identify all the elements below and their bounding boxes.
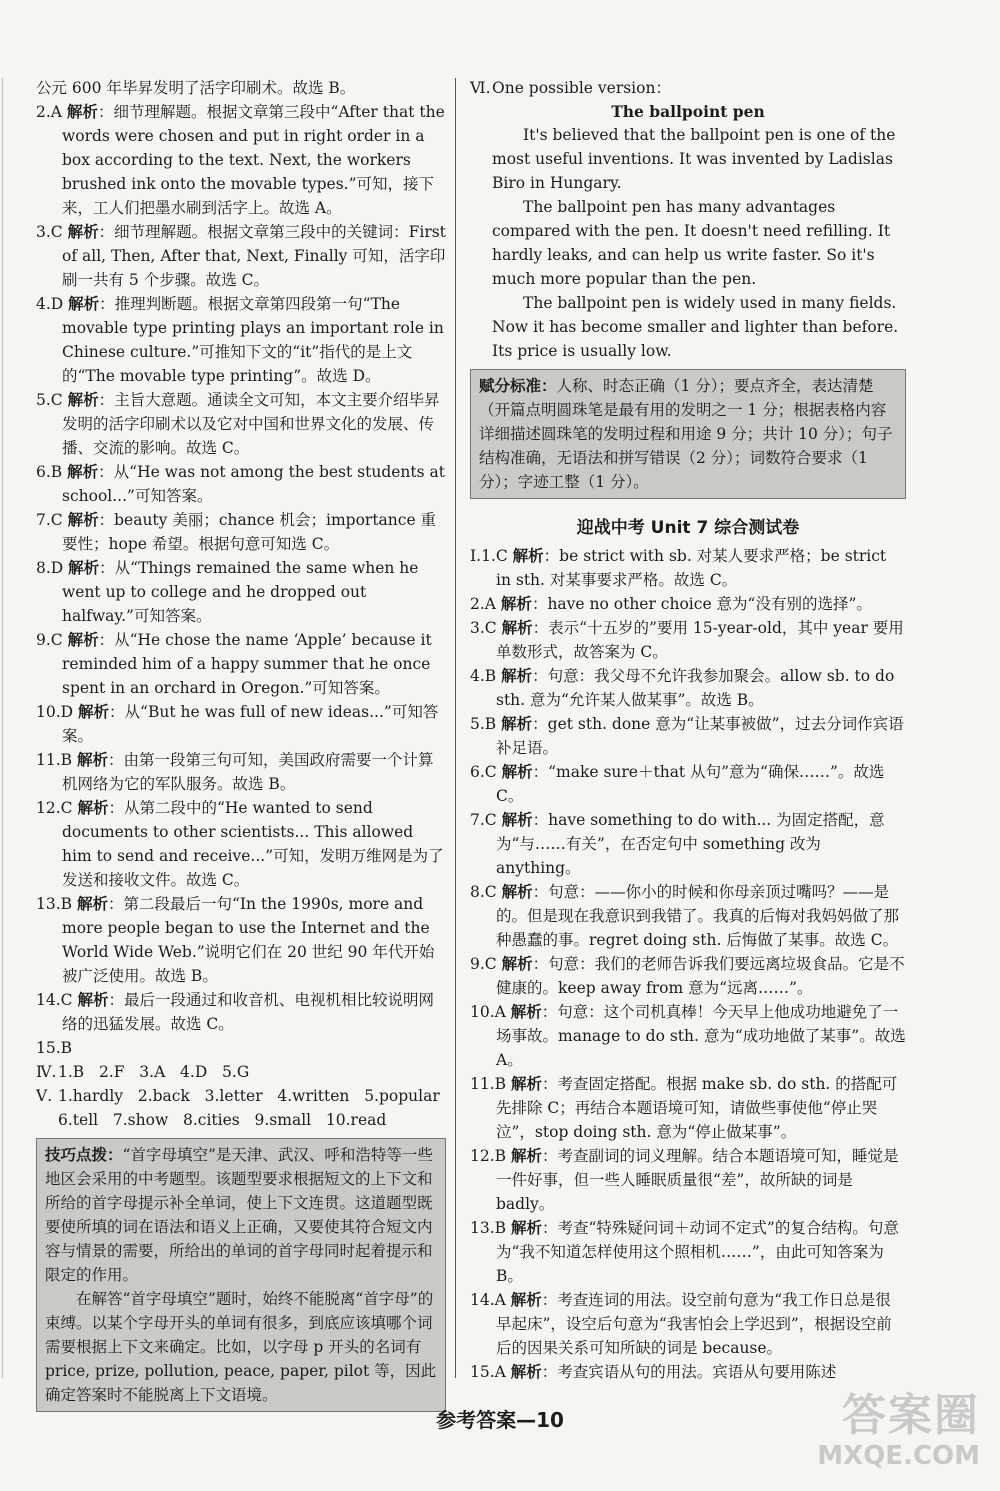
essay-title: The ballpoint pen bbox=[611, 102, 765, 121]
analysis-text: ：从“But he was full of new ideas...”可知答案。 bbox=[62, 703, 439, 745]
analysis-text: ：第二段最后一句“In the 1990s, more and more people began to use the Internet and the World Wide Web.”说明它们在 20 世纪 90 年代开始被广泛使用。故选 B。 bbox=[62, 895, 435, 985]
analysis-label: 解析 bbox=[78, 702, 110, 721]
analysis-label: 解析 bbox=[501, 762, 533, 781]
analysis-text: ：细节理解题。根据文章第三段中“After that the words were chosen and put in right order in a box according to the text. Next, the workers brushed ink onto the movable types.”可知，接下来，工人们把墨水刷到活字上。故选 A。 bbox=[62, 103, 445, 217]
scoring-box bbox=[470, 369, 906, 499]
analysis-label: 解析 bbox=[67, 462, 99, 481]
analysis-label: 解析 bbox=[66, 102, 98, 121]
analysis-label: 解析 bbox=[501, 810, 533, 829]
analysis-label: 解析 bbox=[510, 1146, 542, 1165]
tip-label: 技巧点拨： bbox=[45, 1145, 123, 1164]
answer-number: 13.B bbox=[470, 1219, 507, 1237]
analysis-label: 解析 bbox=[510, 1362, 542, 1381]
analysis-text: ：句意：我们的老师告诉我们要远离垃圾食品。它是不健康的。keep away from 意为“远离……”。 bbox=[496, 955, 905, 997]
answer-number: 2.A bbox=[36, 103, 62, 121]
essay-paragraph: The ballpoint pen is widely used in many fields. Now it has become smaller and lighter than before. Its price is usually low. bbox=[492, 294, 899, 360]
page-footer: 参考答案—10 bbox=[436, 1408, 564, 1432]
analysis-label: 解析 bbox=[68, 558, 100, 577]
answer-item bbox=[36, 796, 446, 892]
analysis-text: ：考查“特殊疑问词＋动词不定式”的复合结构。句意为“我不知道怎样使用这个照相机……”，由此可知答案为 B。 bbox=[496, 1219, 899, 1285]
answer-item bbox=[470, 616, 906, 664]
answer-item bbox=[470, 952, 906, 1000]
answer-item bbox=[36, 748, 446, 796]
analysis-text: ：have no other choice 意为“没有别的选择”。 bbox=[531, 595, 872, 613]
answer-number: 6.B bbox=[36, 463, 63, 481]
essay-paragraph: The ballpoint pen has many advantages compared with the pen. It doesn't need refilling. It hardly leaks, and can help us write faster. So it's much more popular than the pen. bbox=[492, 198, 891, 288]
analysis-text: ：be strict with sb. 对某人要求严格；be strict in sth. 对某事要求严格。故选 C。 bbox=[496, 547, 887, 589]
analysis-label: 解析 bbox=[67, 390, 99, 409]
tip-paragraph-2: 在解答“首字母填空”题时，始终不能脱离“首字母”的束缚。以某个字母开头的单词有很多，到底应该填哪个词需要根据上下文来确定。比如，以字母 p 开头的名词有 price, prize, pollution, peace, paper, pilot 等，因此确定答案时不能脱离上下文语境。 bbox=[45, 1290, 437, 1404]
lead-line: 公元 600 年毕昇发明了活字印刷术。故选 B。 bbox=[36, 79, 356, 97]
answer-number: 8.D bbox=[36, 559, 64, 577]
answer-number: 1.C bbox=[481, 547, 508, 565]
answer-item bbox=[36, 388, 446, 460]
answer-item bbox=[470, 1288, 906, 1360]
answer-number: 4.D bbox=[36, 295, 64, 313]
section-4-answers: Ⅳ. 1.B 2.F 3.A 4.D 5.G bbox=[36, 1063, 250, 1081]
answer-number: 15.A bbox=[470, 1363, 506, 1381]
answer-item bbox=[36, 892, 446, 988]
analysis-text: ：从“He was not among the best students at school...”可知答案。 bbox=[62, 463, 445, 505]
answer-number: 2.A bbox=[470, 595, 496, 613]
analysis-text: ：句意：——你小的时候和你母亲顶过嘴吗？——是的。但是现在我意识到我错了。我真的后悔对我妈妈做了那种愚蠢的事。regret doing sth. 后悔做了某事。故选 C。 bbox=[496, 883, 900, 949]
answer-item bbox=[36, 1036, 446, 1060]
watermark-logo: 答案圈 MXQE.COM bbox=[817, 1390, 980, 1471]
right-column bbox=[470, 76, 906, 1384]
analysis-label: 解析 bbox=[501, 882, 533, 901]
essay-paragraph: It's believed that the ballpoint pen is one of the most useful inventions. It was invented by Ladislas Biro in Hungary. bbox=[492, 126, 896, 192]
essay-body bbox=[470, 123, 906, 363]
answer-number: 11.B bbox=[36, 751, 73, 769]
analysis-text: ：句意：我父母不允许我参加聚会。allow sb. to do sth. 意为“允许某人做某事”。故选 B。 bbox=[496, 667, 895, 709]
analysis-text: ：最后一段通过和收音机、电视机相比较说明网络的迅猛发展。故选 C。 bbox=[62, 991, 434, 1033]
answer-item bbox=[36, 220, 446, 292]
analysis-text: ：从“He chose the name ‘Apple’ because it reminded him of a happy summer that he once spent in an orchard in Oregon.”可知答案。 bbox=[62, 631, 432, 697]
analysis-text: ：beauty 美丽；chance 机会；importance 重要性；hope 希望。根据句意可知选 C。 bbox=[62, 511, 437, 553]
analysis-label: 解析 bbox=[510, 1290, 542, 1309]
answer-item bbox=[470, 1360, 906, 1384]
answer-number: 4.B bbox=[470, 667, 497, 685]
answer-item bbox=[470, 592, 906, 616]
tip-paragraph-1: “首字母填空”是天津、武汉、呼和浩特等一些地区会采用的中考题型。该题型要求根据短文的上下文和所给的首字母提示补全单词，使上下文连贯。这道题型既要使所填的词在语法和语义上正确，又要使其符合短文内容与情景的需要，所给出的单词的首字母同时起着提示和限定的作用。 bbox=[45, 1146, 433, 1284]
section-5-row-2: 6.tell 7.show 8.cities 9.small 10.read bbox=[58, 1111, 387, 1129]
analysis-text: ：“make sure＋that 从句”意为“确保……”。故选 C。 bbox=[496, 763, 885, 805]
scoring-text: 人称、时态正确（1 分）；要点齐全，表达清楚（开篇点明圆珠笔是最有用的发明之一 1 分；根据表格内容详细描述圆珠笔的发明过程和用途 9 分；共计 10 分）；句子结构准确，无语法和拼写错误（2 分）；词数符合要求（1 分）；字迹工整（1 分）。 bbox=[479, 377, 893, 491]
analysis-text: ：表示“十五岁的”要用 15-year-old，其中 year 要用单数形式，故答案为 C。 bbox=[496, 619, 904, 661]
answer-item bbox=[470, 808, 906, 880]
section-6-intro: Ⅵ.One possible version： bbox=[470, 79, 671, 97]
answer-number: 11.B bbox=[470, 1075, 507, 1093]
answer-item bbox=[470, 760, 906, 808]
answer-number: 7.C bbox=[470, 811, 497, 829]
analysis-label: 解析 bbox=[512, 546, 544, 565]
tip-box bbox=[36, 1138, 446, 1412]
analysis-text: ：从“Things remained the same when he went up to college and he dropped out halfway.”可知答案。 bbox=[62, 559, 419, 625]
analysis-label: 解析 bbox=[76, 894, 108, 913]
answer-item bbox=[470, 1144, 906, 1216]
test-title: 迎战中考 Unit 7 综合测试卷 bbox=[576, 518, 800, 538]
analysis-text: ：考查连词的用法。设空前句意为“我工作日总是很早起床”，设空后句意为“我害怕会上学迟到”，根据设空前后的因果关系可知所缺的词是 because。 bbox=[496, 1291, 892, 1357]
answer-item bbox=[36, 556, 446, 628]
analysis-text: ：推理判断题。根据文章第四段第一句“The movable type printing plays an important role in Chinese culture.”可推知下文的“it”指代的是上文的“The movable type printing”。故选 D。 bbox=[62, 295, 444, 385]
analysis-label: 解析 bbox=[67, 630, 99, 649]
answer-item bbox=[470, 1216, 906, 1288]
answer-item bbox=[36, 460, 446, 508]
left-column bbox=[36, 76, 446, 1412]
answer-item bbox=[36, 628, 446, 700]
answer-item bbox=[36, 988, 446, 1036]
analysis-label: 解析 bbox=[67, 222, 99, 241]
analysis-text: ：考查固定搭配。根据 make sb. do sth. 的搭配可先排除 C；再结合本题语境可知，请做些事使他“停止哭泣”，stop doing sth. 意为“停止做某事”。 bbox=[496, 1075, 898, 1141]
answer-number: 14.A bbox=[470, 1291, 506, 1309]
answer-number: 10.D bbox=[36, 703, 74, 721]
left-margin-line bbox=[2, 78, 3, 1378]
analysis-text: ：get sth. done 意为“让某事被做”，过去分词作宾语补足语。 bbox=[496, 715, 904, 757]
answer-item bbox=[36, 700, 446, 748]
answer-number: 13.B bbox=[36, 895, 73, 913]
answer-number: 15.B bbox=[36, 1039, 73, 1057]
analysis-text: ：考查副词的词义理解。结合本题语境可知，睡觉是一件好事，但一些人睡眠质量很“差”，故所缺的词是 badly。 bbox=[496, 1147, 899, 1213]
analysis-label: 解析 bbox=[501, 618, 533, 637]
analysis-label: 解析 bbox=[501, 666, 533, 685]
analysis-text: ：句意：这个司机真棒！今天早上他成功地避免了一场事故。manage to do sth. 意为“成功地做了某事”。故选 A。 bbox=[496, 1003, 906, 1069]
analysis-label: 解析 bbox=[67, 510, 99, 529]
answer-number: 5.B bbox=[470, 715, 497, 733]
analysis-label: 解析 bbox=[501, 954, 533, 973]
analysis-text: ：have something to do with... 为固定搭配，意为“与……有关”，在否定句中 something 改为 anything。 bbox=[496, 811, 885, 877]
scoring-label: 赋分标准： bbox=[479, 376, 557, 395]
answer-item bbox=[36, 292, 446, 388]
analysis-label: 解析 bbox=[76, 750, 108, 769]
answer-number: 10.A bbox=[470, 1003, 506, 1021]
section-5-row-1: Ⅴ. 1.hardly 2.back 3.letter 4.written 5.popular bbox=[36, 1087, 440, 1105]
analysis-label: 解析 bbox=[510, 1218, 542, 1237]
analysis-label: 解析 bbox=[510, 1074, 542, 1093]
answer-item bbox=[470, 712, 906, 760]
analysis-text: ：考查宾语从句的用法。宾语从句要用陈述 bbox=[541, 1363, 837, 1381]
analysis-label: 解析 bbox=[68, 294, 100, 313]
answer-number: 7.C bbox=[36, 511, 63, 529]
analysis-text: ：主旨大意题。通读全文可知，本文主要介绍毕昇发明的活字印刷术以及它对中国和世界文化的发展、传播、交流的影响。故选 C。 bbox=[62, 391, 440, 457]
answer-item bbox=[470, 1000, 906, 1072]
analysis-text: ：由第一段第三句可知，美国政府需要一个计算机网络为它的军队服务。故选 B。 bbox=[62, 751, 434, 793]
analysis-label: 解析 bbox=[77, 990, 109, 1009]
analysis-label: 解析 bbox=[501, 714, 533, 733]
answer-number: 3.C bbox=[470, 619, 497, 637]
answer-item bbox=[470, 1072, 906, 1144]
answer-item bbox=[36, 508, 446, 556]
answer-number: 6.C bbox=[470, 763, 497, 781]
answer-number: 9.C bbox=[470, 955, 497, 973]
analysis-label: 解析 bbox=[77, 798, 109, 817]
answer-number: 14.C bbox=[36, 991, 73, 1009]
answer-item bbox=[470, 880, 906, 952]
answer-number: 12.C bbox=[36, 799, 73, 817]
answer-number: 8.C bbox=[470, 883, 497, 901]
answer-number: 3.C bbox=[36, 223, 63, 241]
analysis-text: ：从第二段中的“He wanted to send documents to other scientists... This allowed him to send and receive...”可知，发明万维网是为了发送和接收文件。故选 C。 bbox=[62, 799, 444, 889]
answer-number: 12.B bbox=[470, 1147, 507, 1165]
answer-item bbox=[470, 664, 906, 712]
right-answer-list bbox=[470, 544, 906, 1384]
left-answer-list bbox=[36, 100, 446, 1060]
analysis-label: 解析 bbox=[500, 594, 532, 613]
analysis-label: 解析 bbox=[510, 1002, 542, 1021]
answer-number: 5.C bbox=[36, 391, 63, 409]
analysis-text: ：细节理解题。根据文章第三段中的关键词：First of all, Then, After that, Next, Finally 可知，活字印刷一共有 5 个步骤。故选 C。 bbox=[62, 223, 446, 289]
column-divider bbox=[455, 78, 456, 1378]
answer-item bbox=[36, 100, 446, 220]
answer-item bbox=[470, 544, 906, 592]
answer-number: 9.C bbox=[36, 631, 63, 649]
section-roman-numeral: Ⅰ. bbox=[470, 547, 482, 565]
